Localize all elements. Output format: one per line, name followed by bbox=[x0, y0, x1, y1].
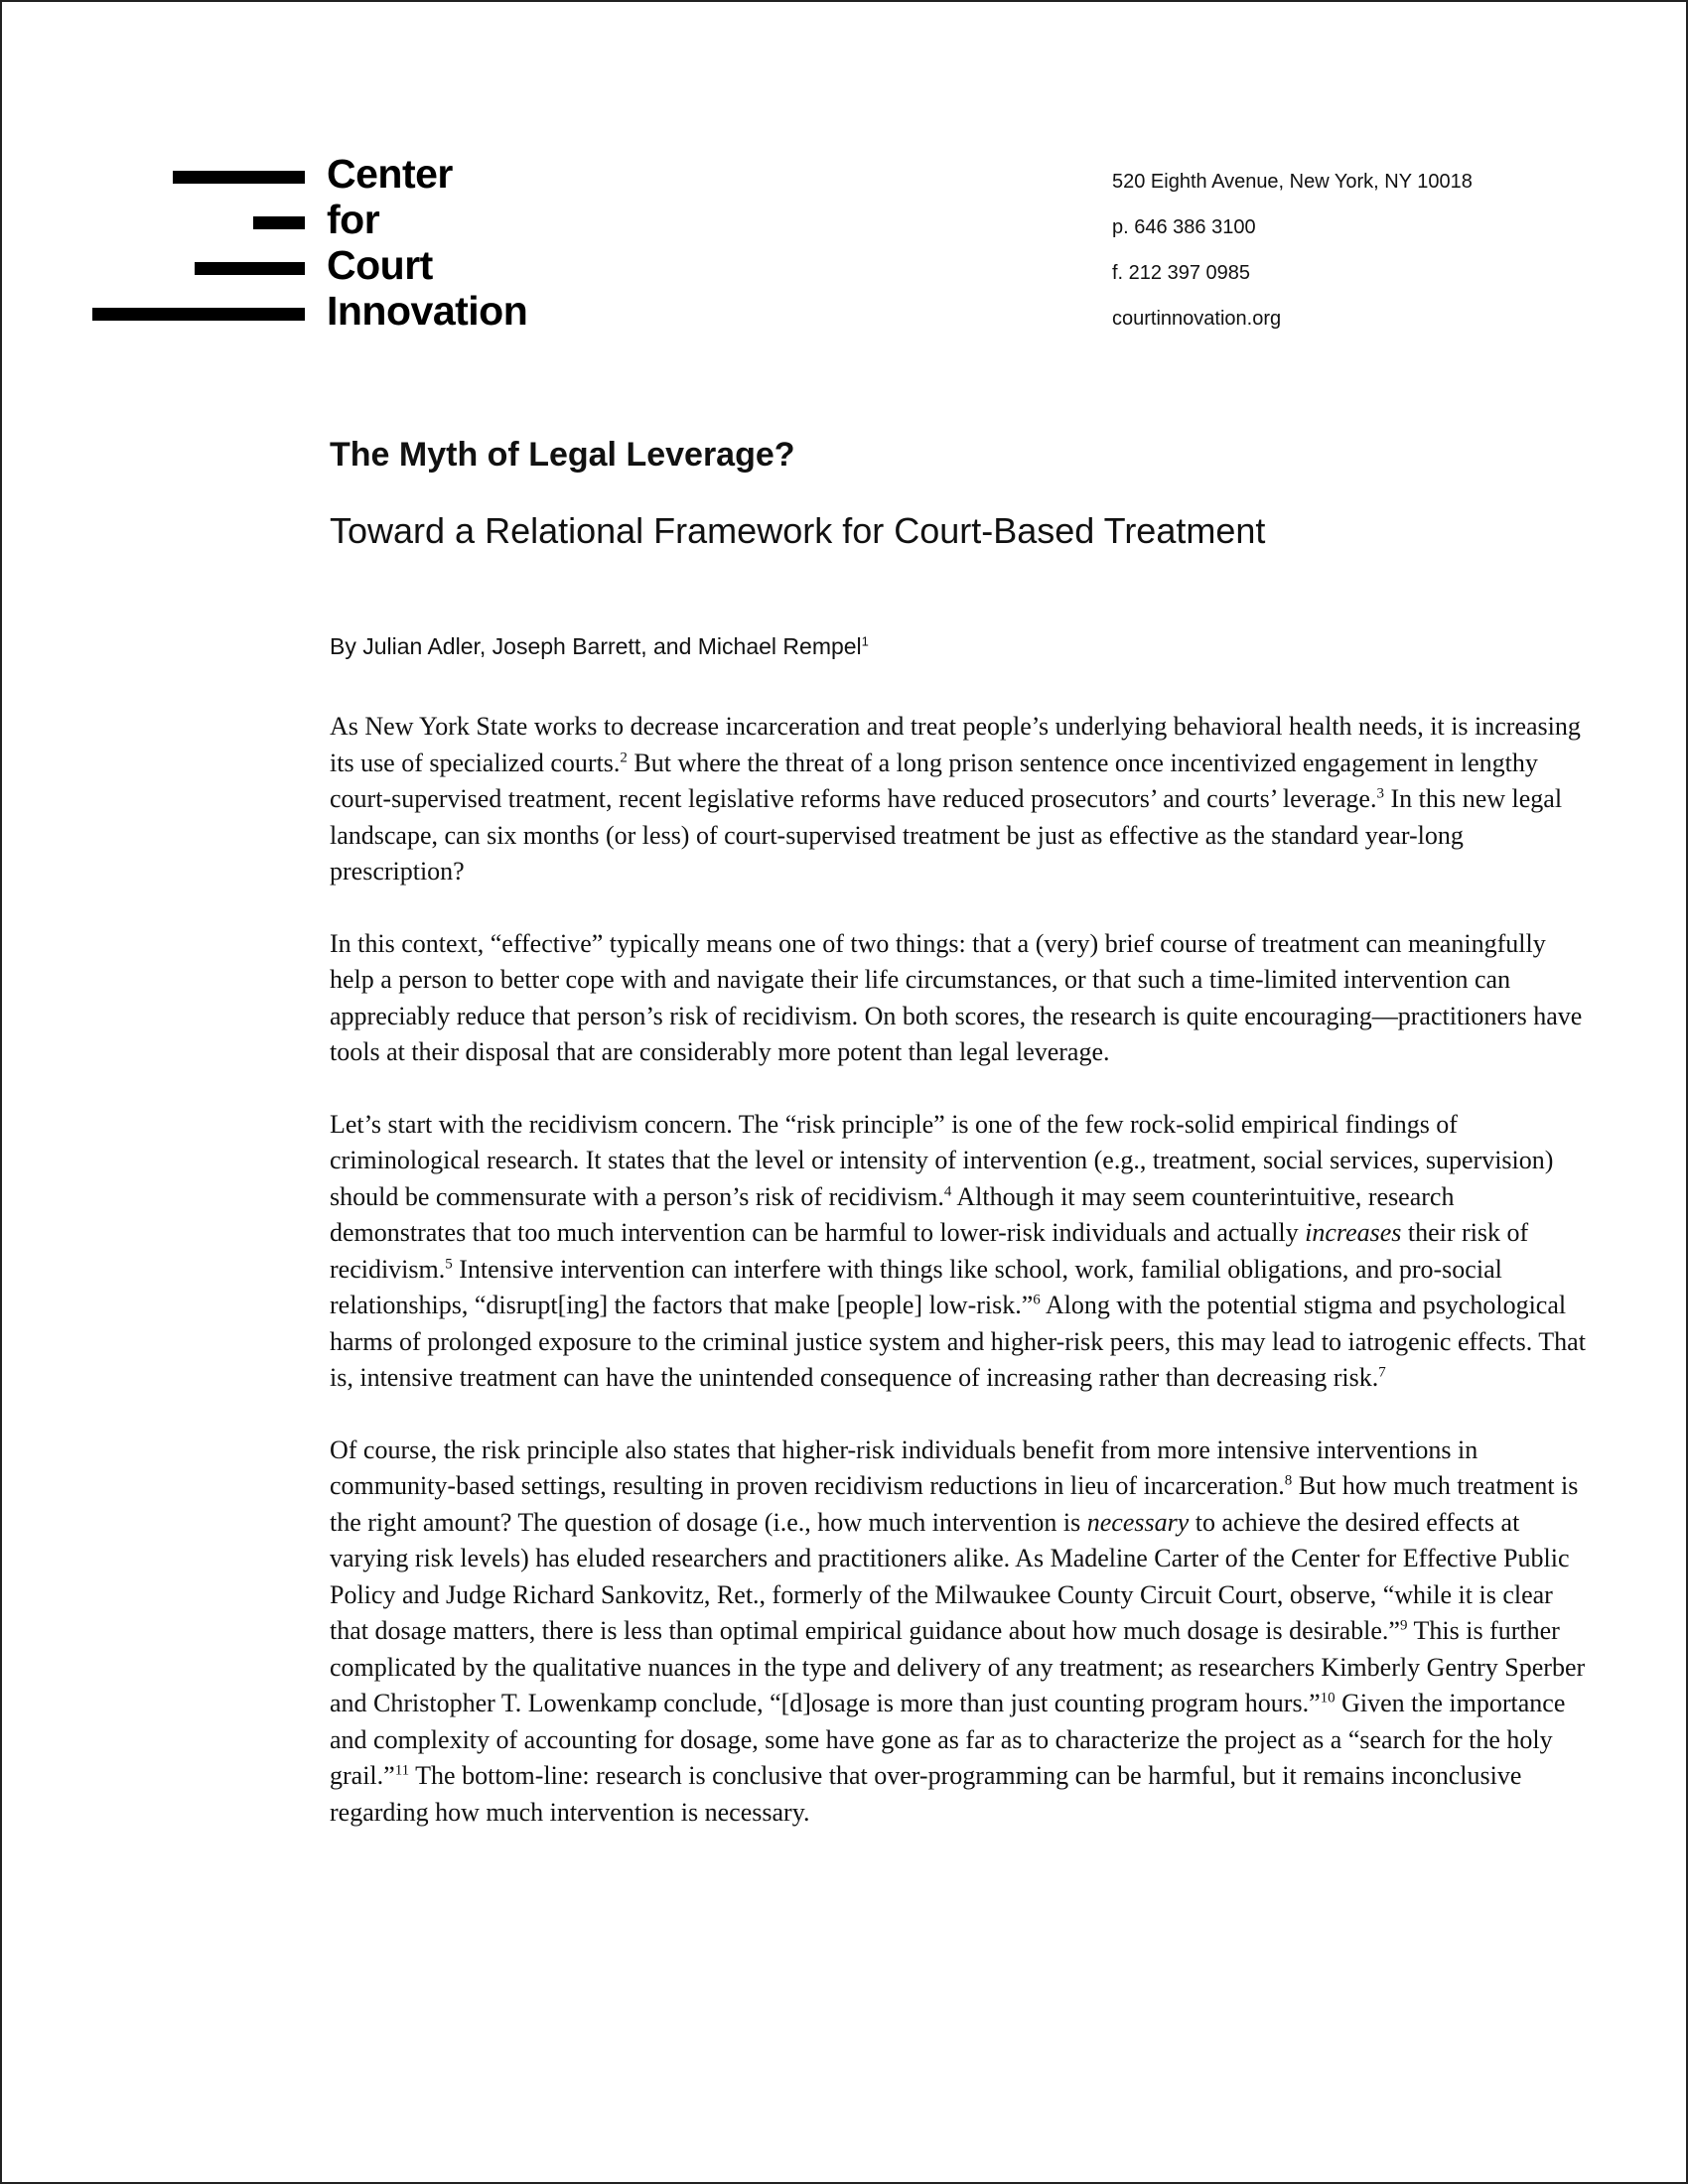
logo-word: Innovation bbox=[327, 288, 528, 334]
body-paragraph: In this context, “effective” typically means one of two things: that a (very) brief course of treatment can meaningfully help a person to better cope with and navigate their life circumstances, or that such a time-limited intervention can appreciably reduce that person’s risk of recidivism. On both scores, the research is quite encouraging—practitioners have tools at their disposal that are considerably more potent than legal leverage. bbox=[330, 928, 1583, 1066]
footnote-marker: 11 bbox=[394, 1762, 410, 1779]
body-paragraph: Let’s start with the recidivism concern. The “risk principle” is one of the few rock-solid empirical findings of criminological research. It states that the level or intensity of intervention (e.g., treatment, social services, supervision) should be commensurate with a person’s risk of recidivism.$^4$ Although it may seem counterintuitive, research demonstrates that too much intervention can be harmful to lower-risk individuals and actually increases their risk of recidivism.$^5$ Intensive intervention can interfere with things like school, work, familial obligations, and pro-social relationships, “disrupt[ing] the factors that make [people] low-risk.”$^6$ Along with the potential stigma and psychological harms of prolonged exposure to the criminal justice system and higher-risk peers, this may lead to iatrogenic effects. That is, intensive treatment can have the unintended consequence of increasing rather than decreasing risk.$^7$ bbox=[330, 1109, 1586, 1392]
footnote-marker: 6 bbox=[1033, 1292, 1041, 1308]
author-byline bbox=[330, 633, 869, 660]
footnote-marker: 7 bbox=[1378, 1364, 1386, 1381]
fax-text: f. 212 397 0985 bbox=[1112, 262, 1251, 284]
emphasized-text: increases bbox=[1305, 1218, 1402, 1247]
body-paragraph: As New York State works to decrease incarceration and treat people’s underlying behavioral health needs, it is increasing its use of specialized courts.$^2$ But where the threat of a long prison sentence once incentivized engagement in lengthy court-supervised treatment, recent legislative reforms have reduced prosecutors’ and courts’ leverage.$^3$ In this new legal landscape, can six months (or less) of court-supervised treatment be just as effective as the standard year-long prescription? bbox=[330, 712, 1581, 886]
body-paragraph: Of course, the risk principle also states that higher-risk individuals benefit from more intensive interventions in community-based settings, resulting in proven recidivism reductions in lieu of incarceration.$^8$ But how much treatment is the right amount? The question of dosage (i.e., how much intervention is necessary to achieve the desired effects at varying risk levels) has eluded researchers and practitioners alike. As Madeline Carter of the Center for Effective Public Policy and Judge Richard Sankovitz, Ret., formerly of the Milwaukee County Circuit Court, observe, “while it is clear that dosage matters, there is less than optimal empirical guidance about how much dosage is desirable.”$^9$ This is further complicated by the qualitative nuances in the type and delivery of any treatment; as researchers Kimberly Gentry Sperber and Christopher T. Lowenkamp conclude, “[d]osage is more than just counting program hours.”$^{10}$ Given the importance and complexity of accounting for dosage, some have gone as far as to characterize the project as a “search for the holy grail.”$^{11}$ The bottom-line: research is conclusive that over-programming can be harmful, but it remains inconclusive regarding how much intervention is necessary. bbox=[330, 1434, 1586, 1827]
logo-word: Court bbox=[327, 242, 433, 288]
logo-word: for bbox=[327, 197, 380, 242]
phone-text: p. 646 386 3100 bbox=[1112, 216, 1256, 238]
website-link[interactable]: courtinnovation.org bbox=[1112, 308, 1282, 330]
document-body bbox=[330, 709, 1591, 1866]
footnote-marker: 3 bbox=[1376, 785, 1384, 802]
document-subtitle: Toward a Relational Framework for Court-Based Treatment bbox=[330, 510, 1266, 551]
logo-bar bbox=[195, 262, 305, 275]
footnote-marker: 2 bbox=[620, 749, 628, 765]
logo-bar bbox=[173, 171, 305, 184]
footnote-marker: 8 bbox=[1284, 1472, 1293, 1489]
logo-word: Center bbox=[327, 151, 453, 197]
logo-bar bbox=[92, 308, 305, 321]
logo-bar bbox=[253, 216, 305, 229]
byline-text: By Julian Adler, Joseph Barrett, and Michael Rempel bbox=[330, 633, 862, 659]
footnote-marker: 9 bbox=[1399, 1617, 1408, 1634]
footnote-marker: 5 bbox=[445, 1255, 453, 1272]
footnote-marker: 10 bbox=[1320, 1690, 1336, 1706]
document-title: The Myth of Legal Leverage? bbox=[330, 436, 795, 474]
contact-block bbox=[1112, 167, 1473, 349]
address-text: 520 Eighth Avenue, New York, NY 10018 bbox=[1112, 171, 1473, 193]
organization-logo bbox=[91, 149, 548, 338]
emphasized-text: necessary bbox=[1086, 1507, 1190, 1537]
footnote-marker: 4 bbox=[943, 1182, 952, 1199]
footnote-marker: 1 bbox=[861, 633, 869, 649]
